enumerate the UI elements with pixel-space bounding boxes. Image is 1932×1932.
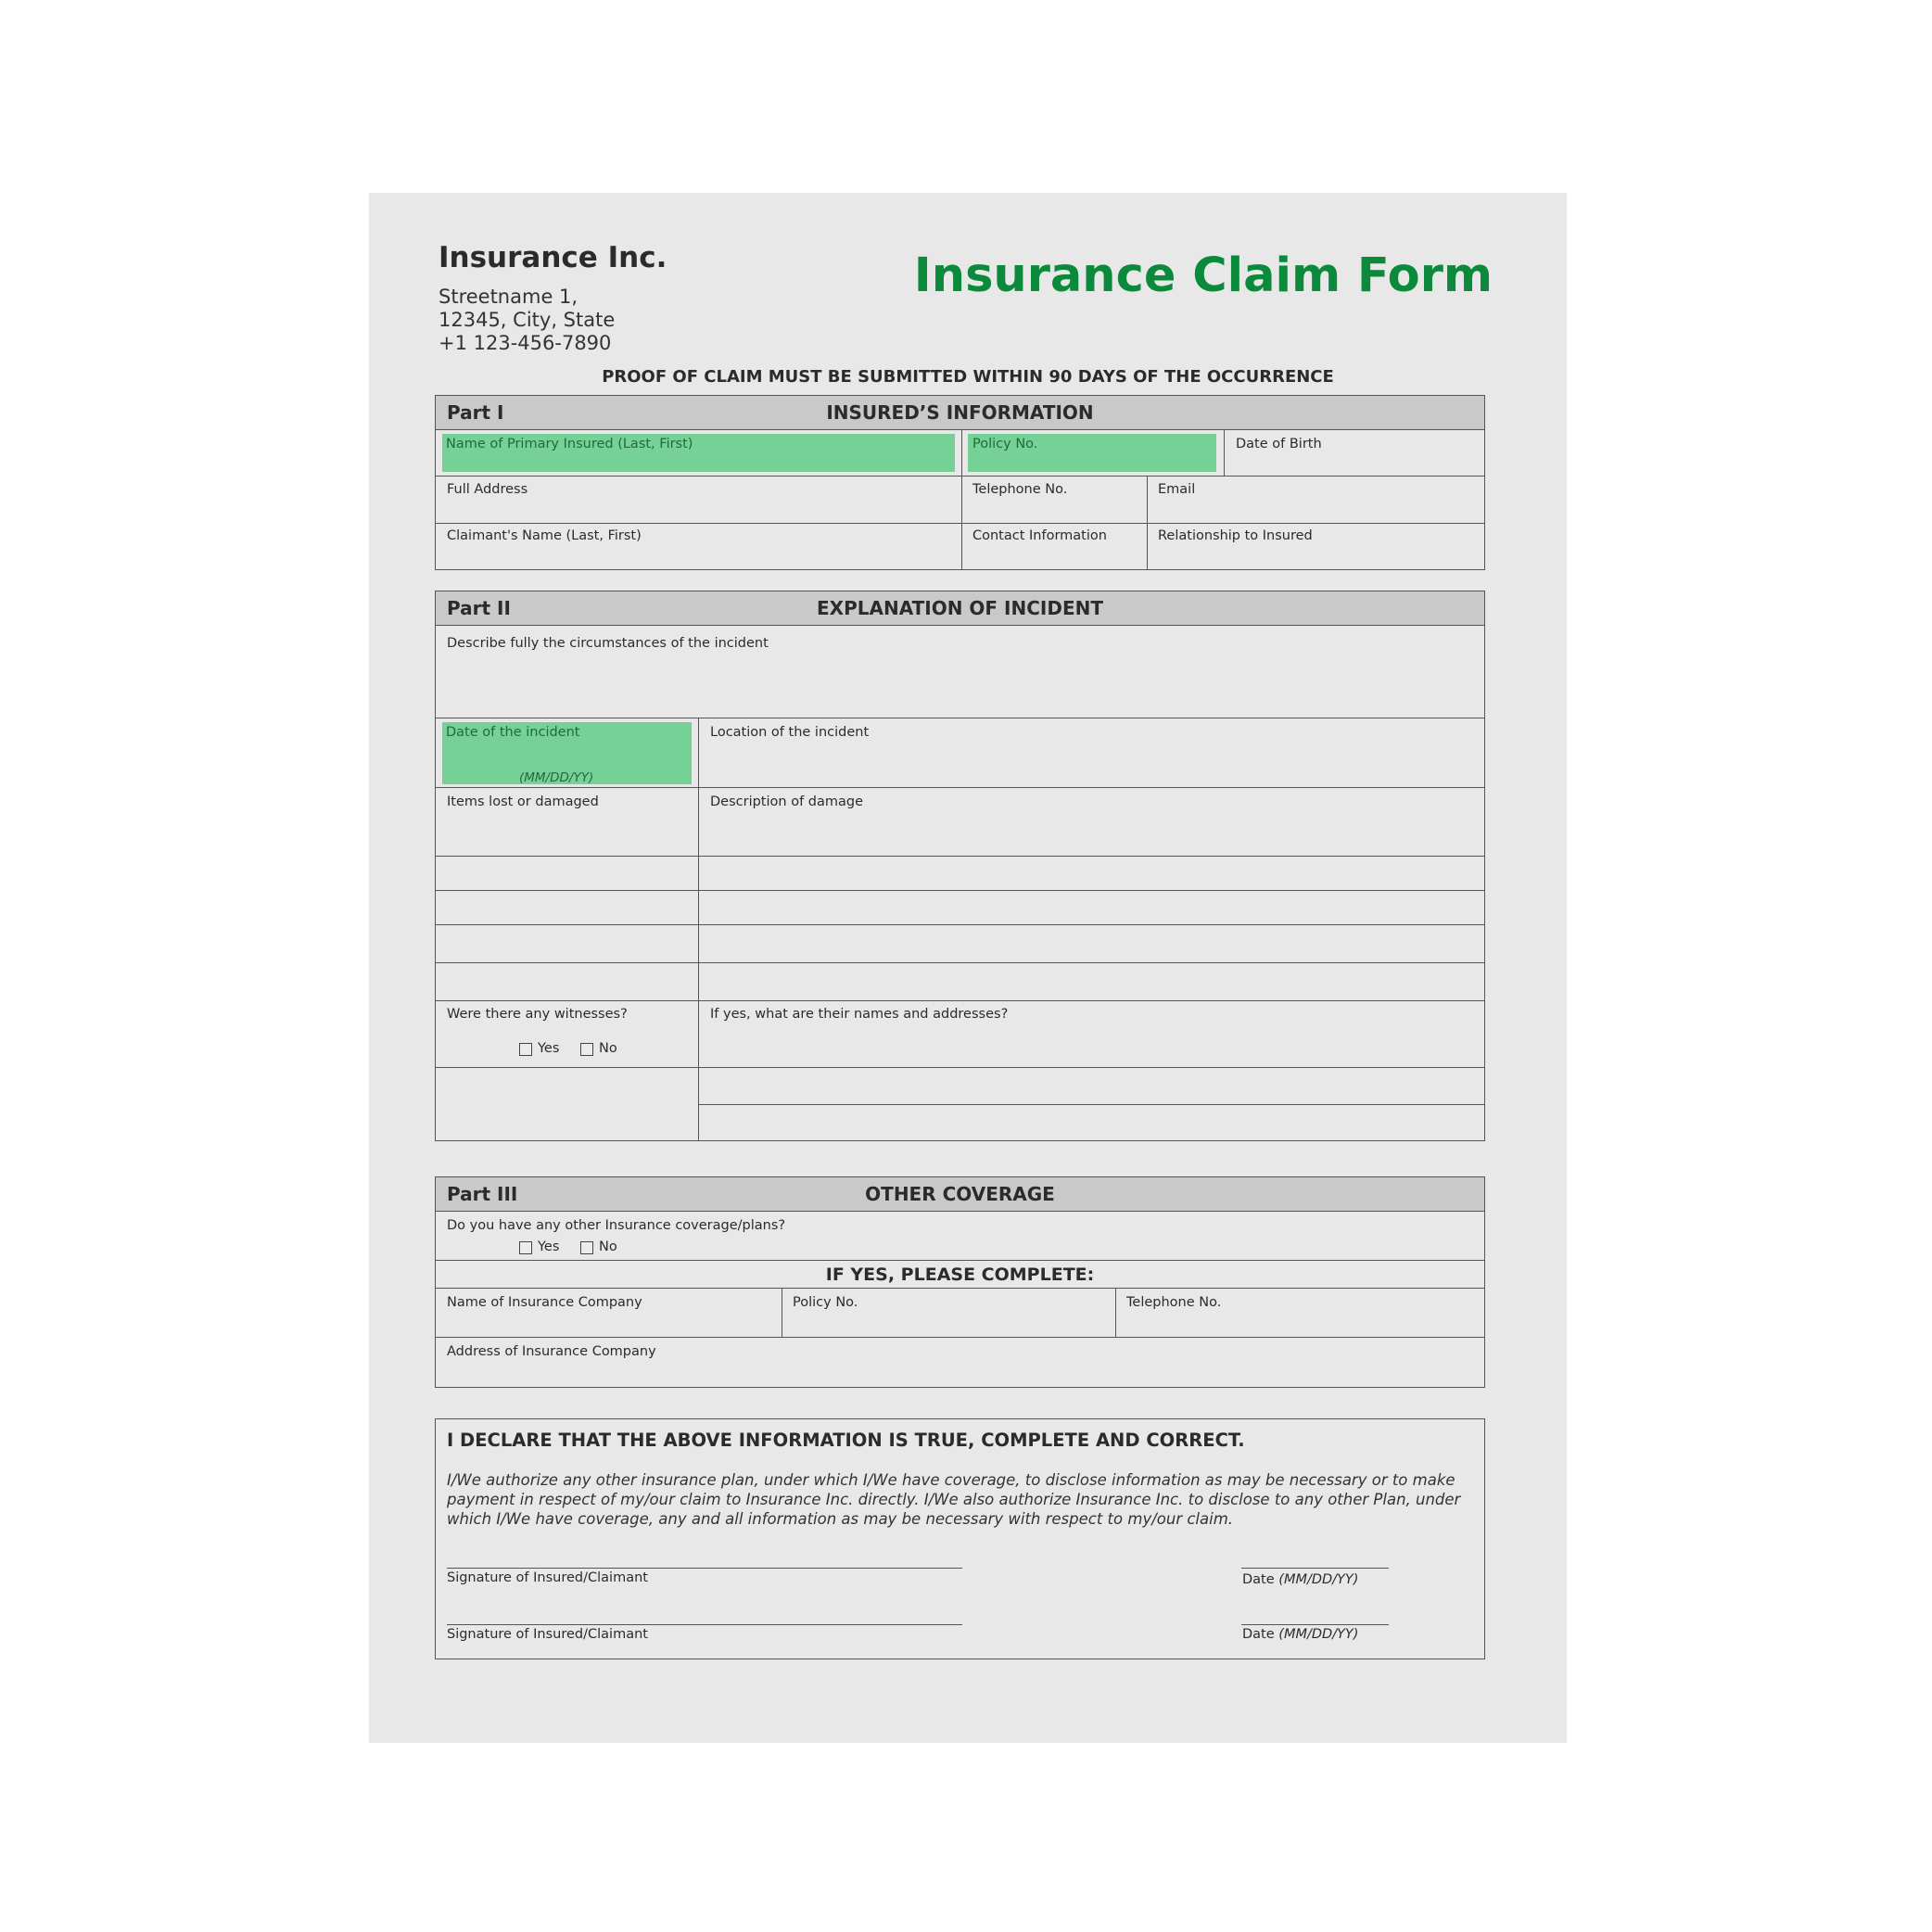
items-lost-label: Items lost or damaged (447, 794, 599, 809)
part1-header (436, 396, 1484, 430)
part2-label: Part II (447, 597, 511, 619)
witnesses-no-label: No (599, 1041, 617, 1056)
other-policy-no-label: Policy No. (793, 1295, 858, 1310)
witness-names-label: If yes, what are their names and addresses? (710, 1007, 1009, 1022)
declaration-section (435, 1418, 1485, 1659)
location-of-incident-field[interactable] (699, 718, 1484, 787)
location-of-incident-label: Location of the incident (710, 725, 870, 740)
signature-label-2: Signature of Insured/Claimant (447, 1627, 648, 1642)
email-field[interactable] (1148, 477, 1485, 523)
date-label-2-format: (MM/DD/YY) (1278, 1627, 1359, 1642)
submission-notice: PROOF OF CLAIM MUST BE SUBMITTED WITHIN 90 DAYS OF THE OCCURRENCE (602, 367, 1334, 387)
other-telephone-field[interactable] (1116, 1289, 1484, 1337)
relationship-field[interactable] (1148, 524, 1485, 570)
date-label-1-format: (MM/DD/YY) (1278, 1572, 1359, 1587)
other-policy-no-field[interactable] (782, 1289, 1115, 1337)
damage-description-field[interactable] (699, 788, 1484, 856)
part1-title: INSURED’S INFORMATION (826, 401, 1094, 424)
incident-description-field[interactable] (436, 626, 1484, 718)
part2-title: EXPLANATION OF INCIDENT (817, 597, 1103, 619)
telephone-field[interactable] (962, 477, 1147, 523)
contact-information-label: Contact Information (972, 528, 1107, 543)
signature-label-1: Signature of Insured/Claimant (447, 1570, 648, 1585)
date-label-2-text: Date (1242, 1627, 1275, 1642)
date-line-1[interactable] (1241, 1568, 1389, 1569)
witnesses-question (436, 1001, 698, 1067)
part3-label: Part III (447, 1183, 518, 1205)
witnesses-yes-label: Yes (538, 1041, 560, 1056)
company-name: Insurance Inc. (439, 241, 667, 274)
declaration-title: I DECLARE THAT THE ABOVE INFORMATION IS TRUE, COMPLETE AND CORRECT. (447, 1430, 1245, 1451)
witnesses-question-label: Were there any witnesses? (447, 1007, 628, 1022)
full-address-label: Full Address (447, 482, 528, 497)
claimant-name-label: Claimant's Name (Last, First) (447, 528, 642, 543)
company-address-line2: 12345, City, State (439, 309, 616, 331)
witness-names-field[interactable] (699, 1001, 1484, 1067)
part2-header (436, 591, 1484, 626)
insurance-company-name-field[interactable] (436, 1289, 782, 1337)
part1-label: Part I (447, 401, 504, 424)
date-of-incident-field[interactable] (442, 722, 692, 784)
name-primary-insured-label: Name of Primary Insured (Last, First) (446, 437, 693, 451)
date-of-incident-format: (MM/DD/YY) (519, 770, 594, 785)
witnesses-no-checkbox[interactable] (580, 1043, 593, 1056)
witnesses-yes-checkbox[interactable] (519, 1043, 532, 1056)
claimant-name-field[interactable] (436, 524, 961, 570)
insurance-company-address-field[interactable] (436, 1338, 1484, 1387)
telephone-label: Telephone No. (972, 482, 1068, 497)
form-title: Insurance Claim Form (913, 248, 1493, 303)
part3-other-coverage (435, 1176, 1485, 1388)
full-address-field[interactable] (436, 477, 961, 523)
part3-title: OTHER COVERAGE (865, 1183, 1055, 1205)
other-coverage-no-checkbox[interactable] (580, 1241, 593, 1254)
date-of-incident-label: Date of the incident (446, 725, 580, 740)
other-telephone-label: Telephone No. (1126, 1295, 1222, 1310)
contact-information-field[interactable] (962, 524, 1147, 570)
date-of-birth-label: Date of Birth (1236, 437, 1322, 451)
signature-line-2[interactable] (447, 1624, 962, 1625)
other-coverage-no-label: No (599, 1239, 617, 1254)
date-label-1-text: Date (1242, 1572, 1275, 1587)
company-phone: +1 123-456-7890 (439, 332, 612, 354)
other-coverage-question (436, 1212, 1484, 1260)
incident-description-label: Describe fully the circumstances of the incident (447, 636, 769, 651)
part1-insured-information (435, 395, 1485, 570)
signature-line-1[interactable] (447, 1568, 962, 1569)
declaration-text: I/We authorize any other insurance plan, under which I/We have coverage, to disclose information as may be necessary or to make payment in respect of my/our claim to Insurance Inc. directly. I/We also authorize Insurance Inc. to disclose to any other Plan, under which I/We have coverage, any and all information as may be necessary with respect to my/our claim. (447, 1471, 1461, 1528)
items-lost-field[interactable] (436, 788, 698, 856)
other-coverage-question-label: Do you have any other Insurance coverage/plans? (447, 1218, 786, 1233)
if-yes-heading: IF YES, PLEASE COMPLETE: (825, 1265, 1095, 1285)
other-coverage-yes-label: Yes (538, 1239, 560, 1254)
date-of-birth-field[interactable] (1225, 430, 1485, 476)
relationship-label: Relationship to Insured (1158, 528, 1313, 543)
date-label-1 (1242, 1572, 1358, 1587)
email-label: Email (1158, 482, 1196, 497)
insurance-company-name-label: Name of Insurance Company (447, 1295, 642, 1310)
company-address-line1: Streetname 1, (439, 286, 578, 308)
policy-no-field[interactable] (968, 434, 1216, 472)
name-primary-insured-field[interactable] (442, 434, 955, 472)
date-label-2 (1242, 1627, 1358, 1642)
part3-header (436, 1177, 1484, 1212)
part2-explanation-of-incident (435, 591, 1485, 1141)
insurance-company-address-label: Address of Insurance Company (447, 1344, 656, 1359)
policy-no-label: Policy No. (972, 437, 1038, 451)
date-line-2[interactable] (1241, 1624, 1389, 1625)
claim-form-page (369, 193, 1567, 1743)
other-coverage-yes-checkbox[interactable] (519, 1241, 532, 1254)
damage-description-label: Description of damage (710, 794, 864, 809)
